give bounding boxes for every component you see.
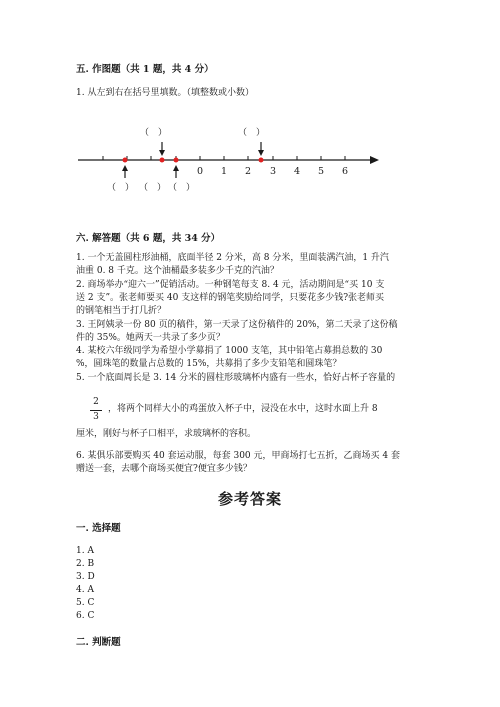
tick-label-5: 5	[317, 166, 325, 177]
up-arrowhead-1	[122, 165, 128, 171]
marker-point	[259, 158, 264, 163]
answer-bracket-top-2: （ ）	[238, 128, 266, 138]
tick-label-3: 3	[269, 166, 277, 177]
q1-line-2: 油重 0. 8 千克。这个油桶最多装多少千克的汽油？	[76, 266, 279, 276]
answer-item: 6. C	[76, 611, 95, 621]
section-6-title: 六. 解答题（共 6 题，共 34 分）	[76, 233, 221, 244]
number-line	[0, 0, 500, 200]
marker-point	[174, 158, 179, 163]
answer-item: 2. B	[76, 559, 95, 569]
q5-line-3: 厘米，刚好与杯子口相平，求玻璃杯的容积。	[76, 429, 257, 439]
answer-bracket-bottom-3: （ ）	[168, 183, 196, 193]
q5-line-2: ，将两个同样大小的鸡蛋放入杯子中，浸没在水中，这时水面上升 8	[108, 404, 378, 414]
q2-line-2: 送 2 支”。张老师要买 40 支这样的钢笔奖励给同学，只要花多少钱?张老师买	[76, 293, 385, 303]
answer-bracket-top-1: （ ）	[140, 128, 168, 138]
up-arrowhead-2	[173, 165, 179, 171]
answers-title: 参考答案	[217, 490, 282, 508]
down-arrowhead-1	[159, 150, 165, 156]
q6-line-2: 赠送一套，去哪个商场买便宜?便宜多少钱？	[76, 464, 252, 474]
tick-label-0: 0	[196, 166, 204, 177]
answer-bracket-bottom-1: （ ）	[107, 183, 135, 193]
answer-item: 3. D	[76, 572, 95, 582]
q1-line-1: 1. 一个无盖圆柱形油桶，底面半径 2 分米，高 8 分米，里面装满汽油，1 升汽	[76, 253, 389, 263]
fraction-bar	[90, 410, 102, 411]
tick-label-1: 1	[220, 166, 228, 177]
q2-line-1: 2. 商场举办“迎六一”促销活动。一种钢笔每支 8. 4 元，活动期间是“买 10 支	[76, 280, 385, 290]
answer-bracket-bottom-2: （ ）	[139, 183, 167, 193]
tick-label-4: 4	[293, 166, 301, 177]
section-5-title: 五. 作图题（共 1 题，共 4 分）	[76, 64, 214, 75]
q4-line-2: %，圆珠笔的数量占总数的 15%，共募捐了多少支铅笔和圆珠笔？	[76, 359, 342, 369]
number-line-arrowhead	[370, 156, 379, 164]
section-5-question-1: 1. 从左到右在括号里填数。（填整数或小数）	[76, 88, 254, 98]
q2-line-3: 的钢笔相当于打几折？	[76, 306, 167, 316]
answer-item: 1. A	[76, 546, 94, 556]
answers-section-2-title: 二. 判断题	[76, 637, 121, 648]
q4-line-1: 4. 某校六年级同学为希望小学募捐了 1000 支笔，其中铅笔占募捐总数的 30	[76, 346, 383, 356]
q3-line-2: 件的 35%。她两天一共录了多少页？	[76, 333, 225, 343]
fraction-denominator: 3	[93, 412, 99, 422]
fraction-numerator: 2	[93, 397, 99, 407]
q6-line-1: 6. 某俱乐部要购买 40 套运动服，每套 300 元，甲商场打七五折，乙商场买 4 套	[76, 451, 400, 461]
answer-item: 4. A	[76, 585, 94, 595]
down-arrowhead-2	[258, 150, 264, 156]
marker-point	[160, 158, 165, 163]
q5-line-1: 5. 一个底面周长是 3. 14 分米的圆柱形玻璃杯内盛有一些水，恰好占杯子容量的	[76, 373, 396, 383]
answers-section-1-title: 一. 选择题	[76, 523, 121, 534]
answer-item: 5. C	[76, 598, 95, 608]
marker-point	[123, 158, 128, 163]
tick-label-6: 6	[341, 166, 349, 177]
q3-line-1: 3. 王阿姨录一份 80 页的稿件，第一天录了这份稿件的 20%，第二天录了这份稿	[76, 320, 398, 330]
tick-label-2: 2	[244, 166, 252, 177]
